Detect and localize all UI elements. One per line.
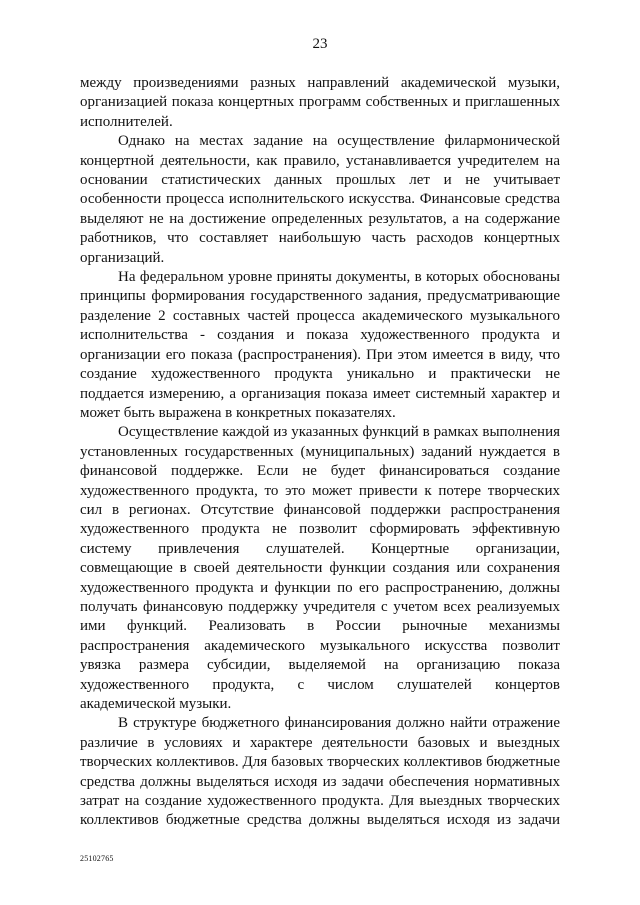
paragraph-budget-structure: В структуре бюджетного финансирования должно найти отражение различие в условиях и характере деятельности базовых и выездных творческих коллективов. Для базовых творческих коллективов бюджетные средства должны выделяться исходя из задачи обеспечения нормативных затрат на создание художественного продукта. Для выездных творческих коллективов бюджетные средства должны выделяться исходя из задачи xyxy=(80,715,560,829)
page-number: 23 xyxy=(312,36,328,52)
paragraph-federal-documents: На федеральном уровне приняты документы, в которых обоснованы принципы формирования государственного задания, предусматривающие разделение 2 составных частей процесса академического музыкального исполнительства - создания и показа художественного продукта и организации его показа (распространения). При этом имеется в виду, что создание художественного продукта уникально и практически не поддается измерению, а организация показа имеет системный характер и может быть выражена в конкретных показателях. xyxy=(80,269,560,421)
document-body xyxy=(80,74,560,831)
paragraph-functions-funding: Осуществление каждой из указанных функций в рамках выполнения установленных государственных (муниципальных) заданий нуждается в финансовой поддержке. Если не будет финансироваться создание художественного продукта, то это может привести к потере творческих сил в регионах. Отсутствие финансовой поддержки распространения художественного продукта не позволит сформировать эффективную систему привлечения слушателей. Концертные организации, совмещающие в своей деятельности функции создания или сохранения художественного продукта и функции по его распространению, должны получать финансовую поддержку учредителя с учетом всех реализуемых ими функций. Реализовать в России рыночные механизмы распространения академического музыкального искусства позволит увязка размера субсидии, выделяемой на организацию показа художественного продукта, с числом слушателей концертов академической музыки. xyxy=(80,424,560,712)
document-id: 25102765 xyxy=(80,854,114,863)
paragraph-continuation: между произведениями разных направлений академической музыки, организацией показа концертных программ собственных и приглашенных исполнителей. xyxy=(80,75,560,130)
paragraph-task-setting: Однако на местах задание на осуществление филармонической концертной деятельности, как правило, устанавливается учредителем на основании статистических данных прошлых лет и не учитывает особенности процесса исполнительского искусства. Финансовые средства выделяют не на достижение определенных результатов, а на содержание работников, что составляет наибольшую часть расходов концертных организаций. xyxy=(80,133,560,266)
